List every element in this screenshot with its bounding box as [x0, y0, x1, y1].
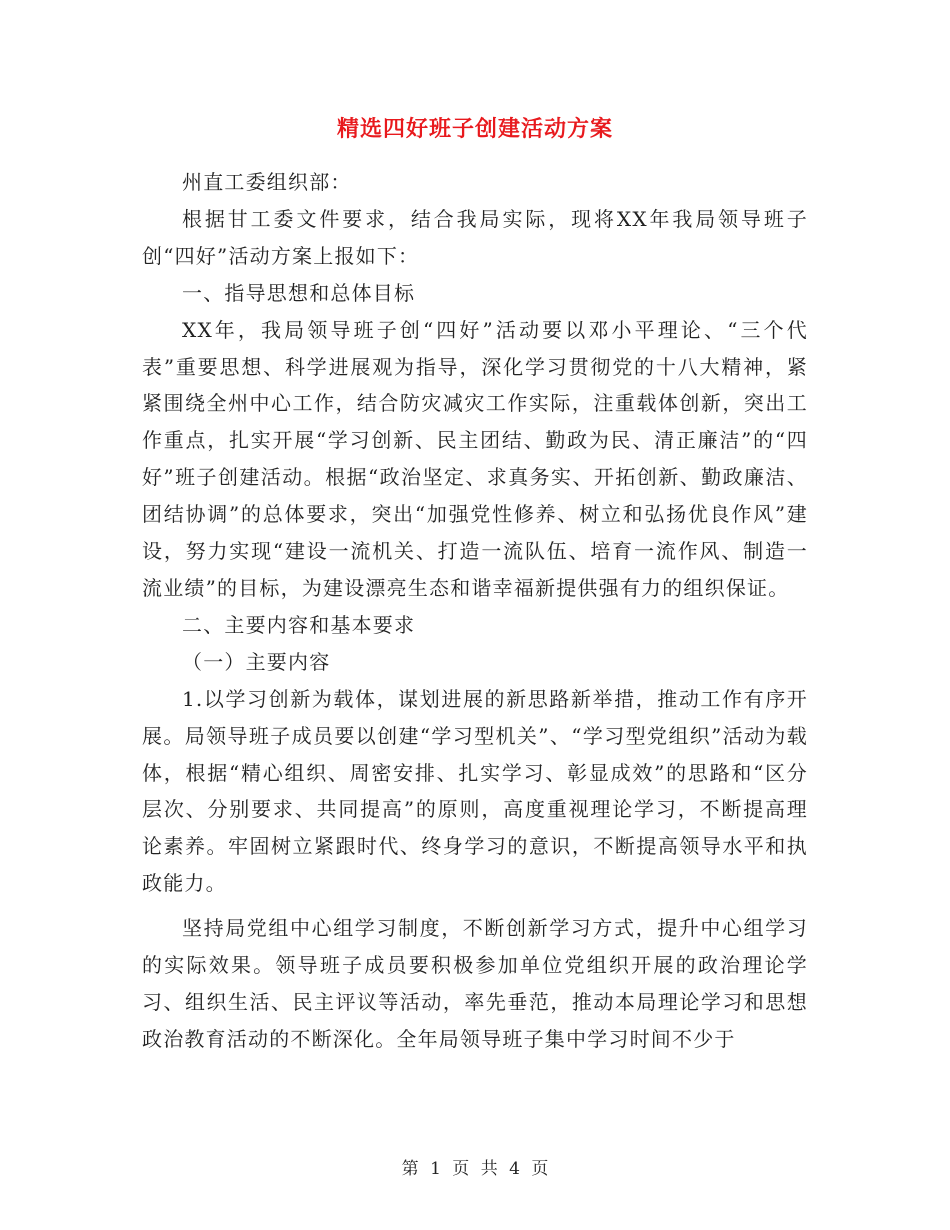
- guiding-ideology-paragraph: XX年，我局领导班子创“四好”活动要以邓小平理论、“三个代表”重要思想、科学进展观为指导，深化学习贯彻党的十八大精神，紧紧围绕全州中心工作，结合防灾减灾工作实际，注重载体创新，突出工作重点，扎实开展“学习创新、民主团结、勤政为民、清正廉洁”的“四好”班子创建活动。根据“政治坚定、求真务实、开拓创新、勤政廉洁、团结协调”的总体要求，突出“加强党性修养、树立和弘扬优良作风”建设，努力实现“建设一流机关、打造一流队伍、培育一流作风、制造一流业绩”的目标，为建设漂亮生态和谐幸福新提供强有力的组织保证。: [142, 317, 808, 600]
- section-heading-2: 二、主要内容和基本要求: [182, 612, 416, 637]
- footer-page-label: 页: [452, 1159, 470, 1179]
- footer-total-label: 共: [480, 1159, 498, 1179]
- addressee-line: 州直工委组织部：: [182, 170, 352, 194]
- subsection-heading-1: （一）主要内容: [182, 649, 331, 674]
- footer-page-number: 1: [430, 1159, 441, 1179]
- document-body: [142, 164, 808, 1058]
- footer-suffix: 页: [531, 1159, 549, 1179]
- page-footer: [0, 1154, 950, 1179]
- section-heading-1: 一、指导思想和总体目标: [182, 280, 416, 305]
- footer-total-pages: 4: [509, 1159, 520, 1179]
- document-title: 精选四好班子创建活动方案: [336, 116, 613, 142]
- study-system-paragraph: 坚持局党组中心组学习制度，不断创新学习方式，提升中心组学习的实际效果。领导班子成员要积极参加单位党组织开展的政治理论学习、组织生活、民主评议等活动，率先垂范，推动本局理论学习和思想政治教育活动的不断深化。全年局领导班子集中学习时间不少于: [142, 916, 808, 1051]
- footer-prefix: 第: [401, 1159, 419, 1179]
- intro-paragraph: 根据甘工委文件要求，结合我局实际，现将XX年我局领导班子创“四好”活动方案上报如下：: [142, 206, 808, 268]
- content-item-1-paragraph: 1.以学习创新为载体，谋划进展的新思路新举措，推动工作有序开展。局领导班子成员要以创建“学习型机关”、“学习型党组织”活动为载体，根据“精心组织、周密安排、扎实学习、彰显成效”的思路和“区分层次、分别要求、共同提高”的原则，高度重视理论学习，不断提高理论素养。牢固树立紧跟时代、终身学习的意识，不断提高领导水平和执政能力。: [142, 686, 808, 896]
